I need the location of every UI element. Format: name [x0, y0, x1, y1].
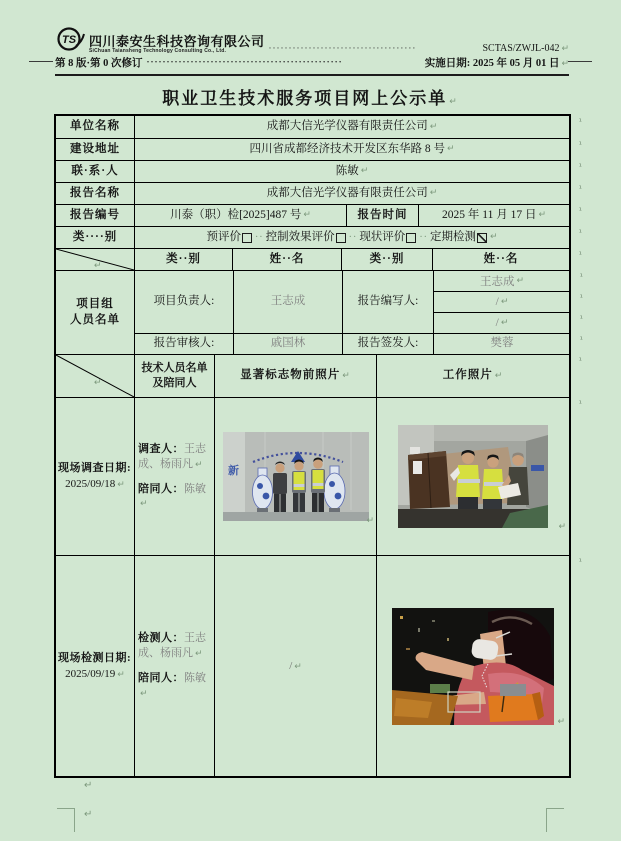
staff-header: 技术人员名单 及陪同人	[134, 355, 214, 397]
checkbox-status-evaluation	[406, 233, 416, 243]
paragraph-mark: ↵	[561, 59, 569, 69]
doc-code: SCTAS/ZWJL-042 ↵	[482, 43, 569, 54]
team-header-category-2: 类··别	[341, 249, 432, 270]
option-control-effect: 控制效果评价	[265, 230, 335, 243]
team-writer-label: 报告编写人:	[342, 271, 433, 333]
paragraph-mark: ↵	[117, 480, 125, 490]
option-pre-evaluation: 预评价	[206, 230, 241, 243]
wall-sign-char: 新	[227, 465, 239, 477]
unit-name-value: 成都大信光学仪器有限责任公司 ↵	[134, 116, 569, 138]
dot-leader: ·················································	[146, 57, 343, 67]
space-mark: ··	[419, 231, 428, 243]
row-end-mark: ¹	[578, 399, 582, 408]
diagonal-header-cell	[56, 355, 134, 397]
contact-label: 联·系·人	[71, 164, 119, 177]
paragraph-mark: ↵	[446, 144, 455, 155]
team-leader-name: 王志成	[233, 271, 342, 333]
row-end-mark: ¹	[578, 184, 582, 193]
implementation-date: 实施日期: 2025 年 05 月 01 日 ↵	[424, 58, 569, 69]
paragraph-mark: ↵	[516, 276, 525, 287]
checkbox-periodic-detection	[477, 233, 487, 243]
page-title: 职业卫生技术服务项目网上公示单 ↵	[162, 89, 459, 108]
header-left-dash	[29, 61, 53, 62]
company-name-en: SiChuan Taiansheng Technology Consulting Co., Ltd.	[89, 48, 227, 54]
writer-name-2: / ↵ ¹	[434, 291, 570, 312]
team-issuer-name: 樊蓉	[433, 334, 570, 354]
company-name-cn: 四川泰安生科技咨询有限公司	[89, 34, 265, 49]
revision-text: 第 8 版·第 0 次修订	[55, 58, 143, 69]
team-group-label: 项目组 人员名单	[70, 297, 120, 326]
survey-date-cell: 现场调查日期: 2025/09/18 ↵	[58, 462, 132, 490]
writer-name-3: / ↵ ¹	[434, 312, 570, 333]
paragraph-mark: ↵	[558, 521, 566, 532]
report-name-value: 成都大信光学仪器有限责任公司 ↵	[134, 183, 569, 204]
team-leader-label: 项目负责人:	[153, 295, 215, 308]
row-end-mark: ¹	[579, 335, 583, 345]
row-end-mark: ¹	[578, 140, 582, 149]
checkbox-control-effect	[336, 233, 346, 243]
report-time-label: 报告时间	[346, 205, 418, 226]
team-issuer-label: 报告签发人:	[342, 334, 433, 354]
paragraph-mark: ↵	[84, 780, 93, 791]
detection-persons-cell: 检测人：王志成、杨雨凡 ↵ 陪同人：陈敏↵	[134, 556, 214, 776]
wooden-cabinet	[408, 451, 450, 509]
photo-placeholder: / ↵	[289, 659, 302, 672]
paragraph-mark: ↵	[557, 716, 565, 727]
space-mark: ··	[254, 231, 264, 243]
row-end-mark: ¹	[579, 314, 583, 324]
company-block	[89, 35, 265, 54]
dot-leader: ·····································	[268, 43, 417, 53]
landmark-photo-header: 显著标志物前照片 ↵	[214, 355, 376, 397]
row-photo-header	[56, 354, 582, 397]
paragraph-mark: ↵	[429, 188, 438, 199]
row-end-mark: ¹	[578, 250, 582, 259]
report-number-label: 报告编号	[70, 208, 120, 221]
diagonal-header-cell	[56, 249, 134, 270]
row-end-mark: ¹	[579, 293, 583, 303]
row-team-header	[56, 248, 582, 271]
form-table	[54, 114, 583, 778]
paragraph-mark: ↵	[538, 210, 546, 221]
report-name-label: 报告名称	[70, 186, 120, 199]
paragraph-mark: ↵	[93, 377, 102, 388]
row-end-mark: ¹	[578, 228, 582, 237]
row-end-mark: ¹	[579, 272, 583, 281]
paragraph-mark: ↵	[500, 297, 509, 308]
row-report-number	[56, 204, 582, 226]
paragraph-mark: ↵	[429, 121, 438, 132]
row-detection	[56, 555, 582, 776]
group-photo	[223, 432, 369, 521]
row-category	[56, 226, 582, 248]
paragraph-mark: ↵	[449, 97, 459, 107]
team-leader-row	[135, 271, 583, 333]
paragraph-mark: ↵	[500, 318, 509, 329]
unit-name-label: 单位名称	[70, 120, 120, 133]
team-reviewer-row	[135, 333, 583, 354]
address-label: 建设地址	[70, 142, 120, 155]
checkbox-pre-evaluation	[242, 233, 252, 243]
team-header-name-1: 姓··名	[232, 249, 341, 270]
paragraph-mark: ↵	[117, 669, 125, 680]
row-end-mark: ¹	[578, 162, 582, 171]
text-boundary-corner-left	[57, 808, 75, 832]
paragraph-mark: ↵	[140, 499, 148, 510]
work-photo-header: 工作照片 ↵	[376, 355, 569, 397]
paragraph-mark: ↵	[294, 661, 302, 672]
paragraph-mark: ↵	[195, 649, 203, 660]
detection-date-cell: 现场检测日期: 2025/09/19 ↵	[58, 651, 132, 680]
row-end-mark: ¹	[578, 206, 582, 215]
page-header	[55, 26, 569, 76]
paragraph-mark: ↵	[561, 44, 569, 54]
team-header-category-1: 类··别	[134, 249, 232, 270]
team-body-grid	[134, 271, 583, 354]
paragraph-mark: ↵	[140, 688, 148, 699]
address-value: 四川省成都经济技术开发区东华路 8 号 ↵	[134, 139, 569, 160]
team-writer-names	[433, 271, 583, 333]
row-report-name	[56, 182, 582, 204]
paragraph-mark: ↵	[195, 459, 203, 470]
paragraph-mark: ↵	[494, 370, 504, 381]
paragraph-mark: ↵	[366, 515, 374, 526]
detection-work-photo	[392, 608, 554, 725]
paragraph-mark: ↵	[84, 809, 93, 820]
survey-work-photo	[398, 425, 548, 528]
company-logo-icon	[55, 26, 87, 54]
space-mark: ··	[348, 231, 358, 243]
category-label: 类····别	[72, 230, 118, 243]
paragraph-mark: ↵	[303, 210, 311, 221]
team-reviewer-name: 戚国林	[233, 334, 342, 354]
option-periodic-detection: 定期检测	[429, 230, 476, 243]
row-contact	[56, 160, 582, 182]
header-right-dash	[568, 61, 592, 62]
paragraph-mark: ↵	[93, 260, 102, 271]
contact-value: 陈敏 ↵	[134, 161, 569, 182]
detection-landmark-photo-cell	[214, 556, 376, 776]
category-options	[134, 227, 569, 248]
row-team-body	[56, 270, 583, 354]
option-status-evaluation: 现状评价	[359, 230, 406, 243]
paragraph-mark: ↵	[360, 166, 369, 177]
row-survey	[56, 397, 582, 555]
row-end-mark: ¹	[578, 557, 582, 566]
survey-landmark-photo-cell	[214, 398, 376, 555]
detection-work-photo-cell	[376, 556, 569, 776]
report-time-value: 2025 年 11 月 17 日 ↵	[418, 205, 569, 226]
paragraph-mark: ↵	[489, 232, 498, 243]
svg-text:TS: TS	[62, 34, 77, 46]
writer-name-1: 王志成 ↵ ¹	[479, 272, 583, 289]
team-reviewer-label: 报告审核人:	[153, 337, 215, 350]
report-number-value: 川泰（职）检[2025]487 号 ↵	[134, 205, 346, 226]
paragraph-mark: ↵	[342, 370, 351, 381]
survey-persons-cell: 调查人：王志成、杨雨凡 ↵ 陪同人：陈敏↵	[134, 398, 214, 555]
row-unit-name	[56, 116, 582, 138]
row-end-mark: ¹	[578, 356, 582, 365]
row-end-mark: ¹	[578, 117, 582, 126]
text-boundary-corner-right	[546, 808, 564, 832]
survey-work-photo-cell	[376, 398, 569, 555]
row-address	[56, 138, 582, 160]
team-header-name-2: 姓··名	[432, 249, 569, 270]
